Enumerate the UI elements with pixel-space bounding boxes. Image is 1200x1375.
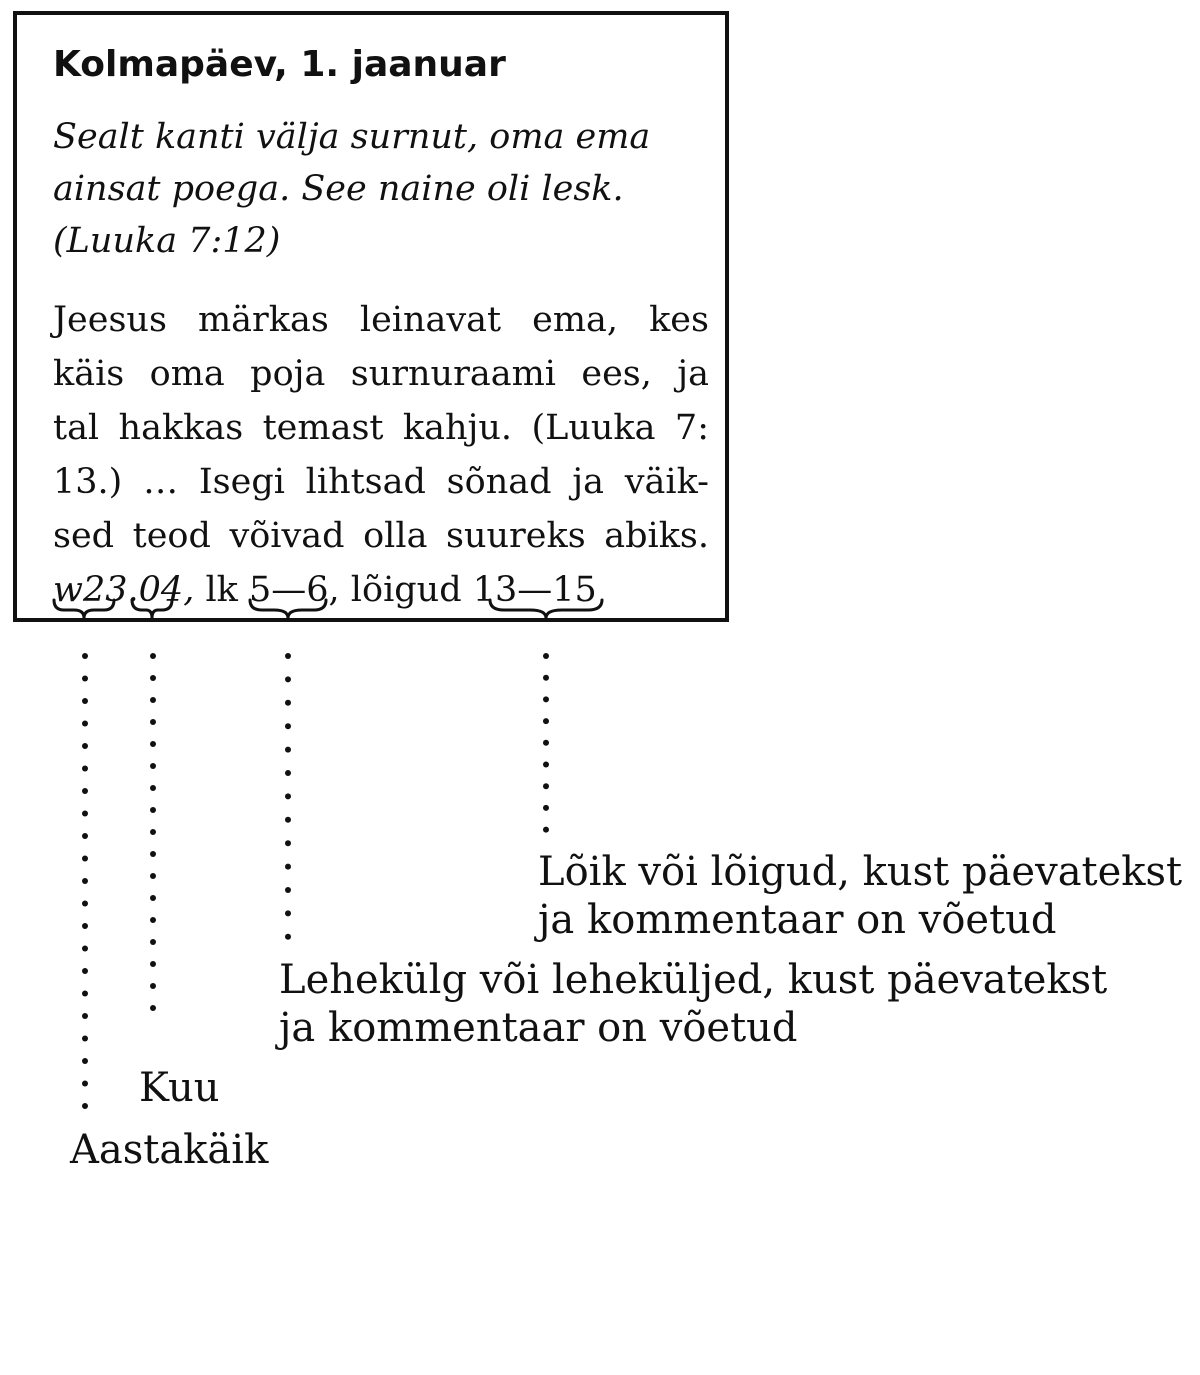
comment-line: käis oma poja surnuraami ees, ja: [53, 354, 709, 394]
scripture-verse: [53, 111, 713, 267]
year-leader-dots: [82, 653, 88, 1109]
comment-line: sed teod võivad olla suureks abiks.: [53, 516, 709, 556]
leader-dot: [150, 851, 156, 857]
leader-dot: [82, 653, 88, 659]
leader-dot: [82, 1058, 88, 1064]
leader-dot: [82, 743, 88, 749]
leader-dot: [82, 1036, 88, 1042]
verse-line: ainsat poega. See naine oli lesk.: [53, 169, 624, 209]
annotation-line: Lõik või lõigud, kust päevatekst: [538, 849, 1183, 895]
leader-dot: [150, 829, 156, 835]
leader-dot: [285, 934, 291, 940]
leader-dot: [150, 1005, 156, 1011]
leader-dot: [82, 811, 88, 817]
leader-dot: [150, 719, 156, 725]
reference-paragraphs: 13—15: [472, 570, 597, 610]
paragraphs-annotation: [538, 848, 1182, 944]
leader-dot: [150, 983, 156, 989]
leader-dot: [285, 817, 291, 823]
leader-dot: [150, 697, 156, 703]
leader-dot: [82, 856, 88, 862]
leader-dot: [150, 785, 156, 791]
year-annotation: Aastakäik: [70, 1127, 269, 1173]
annotation-line: Lehekülg või leheküljed, kust päevatekst: [279, 957, 1108, 1003]
leader-dot: [285, 793, 291, 799]
leader-dot: [285, 723, 291, 729]
comment-line: 13.) … Isegi lihtsad sõnad ja väik-: [53, 462, 709, 502]
leader-dot: [285, 676, 291, 682]
leader-dot: [82, 676, 88, 682]
date-heading: Kolmapäev, 1. jaanuar: [53, 44, 506, 85]
annotation-line: ja kommentaar on võetud: [279, 1005, 798, 1051]
leader-dot: [543, 653, 549, 659]
leader-dot: [82, 923, 88, 929]
leader-dot: [82, 901, 88, 907]
leader-dot: [150, 917, 156, 923]
leader-dot: [285, 840, 291, 846]
leader-dot: [150, 961, 156, 967]
verse-line: (Luuka 7:12): [53, 221, 281, 261]
leader-dot: [150, 741, 156, 747]
annotation-line: ja kommentaar on võetud: [538, 897, 1057, 943]
leader-dot: [543, 783, 549, 789]
comment-line: tal hakkas temast kahju. (Luuka 7:: [53, 408, 709, 448]
reference-comma: ,: [183, 570, 195, 610]
leader-dot: [82, 878, 88, 884]
leader-dot: [82, 721, 88, 727]
leader-dot: [82, 1081, 88, 1087]
leader-dot: [82, 766, 88, 772]
leader-dot: [150, 939, 156, 945]
leader-dot: [285, 747, 291, 753]
leader-dot: [150, 675, 156, 681]
leader-dot: [543, 696, 549, 702]
reference-line: [53, 563, 709, 617]
leader-dot: [543, 805, 549, 811]
verse-line: Sealt kanti välja surnut, oma ema: [53, 117, 651, 157]
reference-pages: 5—6: [248, 570, 329, 610]
leader-dot: [285, 887, 291, 893]
reference-paragraphs-label: lõigud: [339, 570, 473, 610]
leader-dot: [150, 895, 156, 901]
leader-dot: [543, 675, 549, 681]
pages-annotation: [279, 956, 1107, 1052]
leader-dot: [82, 991, 88, 997]
leader-dot: [543, 762, 549, 768]
leader-dot: [285, 910, 291, 916]
leader-dot: [285, 653, 291, 659]
leader-dot: [82, 1013, 88, 1019]
leader-dot: [82, 788, 88, 794]
leader-dot: [543, 718, 549, 724]
leader-dot: [543, 827, 549, 833]
commentary-text: [53, 293, 709, 617]
month-annotation: Kuu: [139, 1065, 220, 1111]
reference-comma: ,: [328, 570, 340, 610]
leader-dot: [150, 763, 156, 769]
leader-dot: [82, 833, 88, 839]
pages-leader-dots: [285, 653, 291, 940]
reference-year: w23: [53, 570, 128, 610]
leader-dot: [82, 968, 88, 974]
reference-month: 04: [138, 570, 184, 610]
leader-dot: [150, 653, 156, 659]
daily-text-card: [13, 11, 729, 622]
reference-separator: .: [127, 570, 139, 610]
leader-dot: [150, 807, 156, 813]
leader-dot: [285, 864, 291, 870]
leader-dot: [285, 700, 291, 706]
leader-dot: [285, 770, 291, 776]
reference-lk-label: lk: [194, 570, 249, 610]
comment-line: Jeesus märkas leinavat ema, kes: [53, 300, 709, 340]
leader-dot: [150, 873, 156, 879]
leader-dot: [82, 698, 88, 704]
leader-dot: [82, 946, 88, 952]
paragraphs-leader-dots: [543, 653, 549, 833]
leader-dot: [82, 1103, 88, 1109]
month-leader-dots: [150, 653, 156, 1011]
leader-dot: [543, 740, 549, 746]
